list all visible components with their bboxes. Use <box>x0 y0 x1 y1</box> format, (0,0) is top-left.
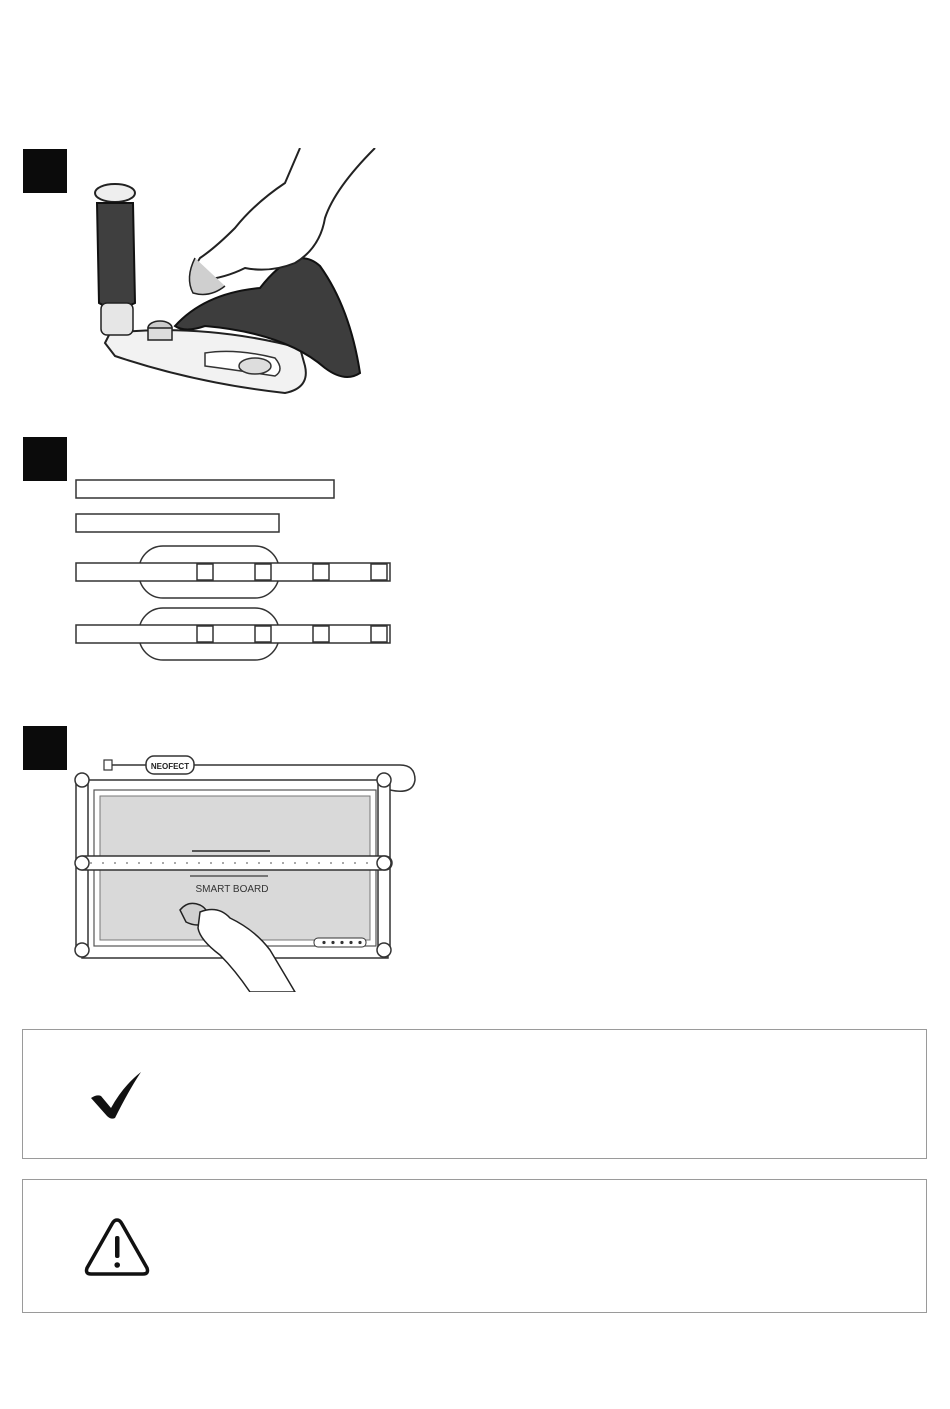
step-3-marker <box>23 726 67 770</box>
tip-box <box>22 1029 927 1159</box>
step-2-illustration <box>74 476 394 664</box>
step-1-marker <box>23 149 67 193</box>
step-2-marker <box>23 437 67 481</box>
step-1-illustration <box>85 148 385 398</box>
step-3-illustration <box>70 750 422 992</box>
neofect-tag: NEOFECT <box>150 762 190 771</box>
checkmark-icon <box>89 1070 143 1125</box>
warning-icon <box>83 1216 151 1283</box>
warning-box <box>22 1179 927 1313</box>
smart-board-label: SMART BOARD <box>195 884 269 895</box>
